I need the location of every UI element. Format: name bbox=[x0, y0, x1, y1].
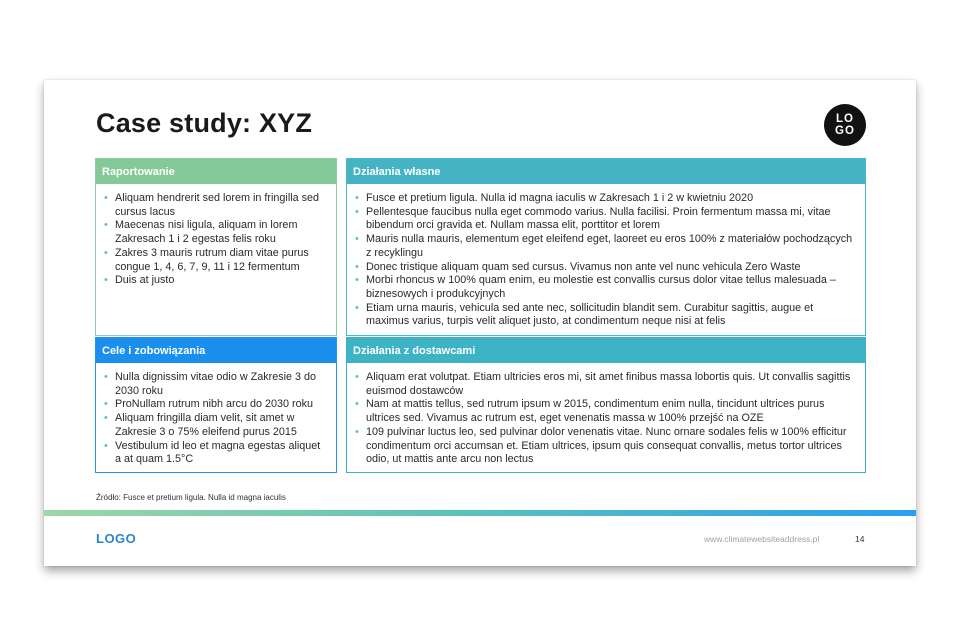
list-item: • Zakres 3 mauris rutrum diam vitae purus congue 1, 4, 6, 7, 9, 11 i 12 fermentum bbox=[103, 247, 328, 274]
slide bbox=[44, 80, 916, 566]
card-dostawcy bbox=[346, 337, 866, 473]
card-header-dzialania-wlasne: Działania własne bbox=[347, 159, 865, 184]
list-item: • Etiam urna mauris, vehicula sed ante nec, sollicitudin blandit sem. Curabitur sagittis, augue et maximus varius, turpis velit aliquet justo, at condimentum neque nisi at felis bbox=[354, 302, 857, 329]
card-raportowanie bbox=[95, 158, 337, 336]
bullet-list-raportowanie bbox=[96, 184, 336, 288]
list-item: • Pellentesque faucibus nulla eget commodo varius. Nulla facilisi. Proin fermentum massa mi, vitae bibendum orci gravida et. Nullam massa elit, porttitor et lorem bbox=[354, 206, 857, 233]
page-number: 14 bbox=[855, 534, 865, 544]
list-item: • Duis at justo bbox=[103, 274, 328, 288]
list-item: • Vestibulum id leo et magna egestas aliquet a at quam 1.5°C bbox=[103, 440, 328, 467]
list-item: • Donec tristique aliquam quam sed cursus. Vivamus non ante vel nunc vehicula Zero Waste bbox=[354, 261, 857, 275]
list-item: • Morbi rhoncus w 100% quam enim, eu molestie est convallis cursus dolor vitae tellus malesuada – biznesowych i produkcyjnych bbox=[354, 274, 857, 301]
footer-url[interactable]: www.climatewebsiteaddress.pl bbox=[704, 534, 820, 544]
logo-badge-line2: GO bbox=[835, 125, 855, 137]
list-item: • Maecenas nisi ligula, aliquam in lorem Zakresach 1 i 2 egestas felis roku bbox=[103, 219, 328, 246]
footer-divider bbox=[44, 510, 916, 516]
logo-badge bbox=[824, 104, 866, 146]
list-item: • Aliquam hendrerit sed lorem in fringilla sed cursus lacus bbox=[103, 192, 328, 219]
list-item: • ProNullam rutrum nibh arcu do 2030 roku bbox=[103, 398, 328, 412]
list-item: • 109 pulvinar luctus leo, sed pulvinar dolor venenatis vitae. Nunc ornare sodales felis w 100% efficitur condimentum orci accumsan et. Etiam ultrices, ipsum quis consequat convallis, metus tortor ultrices odio, ut mattis ante arcu non lectus bbox=[354, 426, 857, 467]
list-item: • Nulla dignissim vitae odio w Zakresie 3 do 2030 roku bbox=[103, 371, 328, 398]
card-header-cele: Cele i zobowiązania bbox=[96, 338, 336, 363]
card-header-raportowanie: Raportowanie bbox=[96, 159, 336, 184]
logo-badge-line1: LO bbox=[836, 113, 854, 125]
source-note: Źródło: Fusce et pretium ligula. Nulla id magna iaculis bbox=[96, 493, 286, 502]
card-header-dostawcy: Działania z dostawcami bbox=[347, 338, 865, 363]
footer-logo: LOGO bbox=[96, 531, 137, 546]
list-item: • Mauris nulla mauris, elementum eget eleifend eget, laoreet eu eros 100% z materiałów pochodzących z recyklingu bbox=[354, 233, 857, 260]
bullet-list-dzialania-wlasne bbox=[347, 184, 865, 329]
slide-title: Case study: XYZ bbox=[96, 108, 313, 138]
card-dzialania-wlasne bbox=[346, 158, 866, 336]
list-item: • Aliquam erat volutpat. Etiam ultricies eros mi, sit amet finibus massa lobortis quis. Ut convallis sagittis euismod dostawców bbox=[354, 371, 857, 398]
list-item: • Nam at mattis tellus, sed rutrum ipsum w 2015, condimentum enim nulla, tincidunt ultrices purus ultrices sed. Vivamus ac rutrum est, eget venenatis massa w 100% przejść na OZE bbox=[354, 398, 857, 425]
bullet-list-cele bbox=[96, 363, 336, 467]
list-item: • Fusce et pretium ligula. Nulla id magna iaculis w Zakresach 1 i 2 w kwietniu 2020 bbox=[354, 192, 857, 206]
list-item: • Aliquam fringilla diam velit, sit amet w Zakresie 3 o 75% eleifend purus 2015 bbox=[103, 412, 328, 439]
bullet-list-dostawcy bbox=[347, 363, 865, 467]
card-cele bbox=[95, 337, 337, 473]
